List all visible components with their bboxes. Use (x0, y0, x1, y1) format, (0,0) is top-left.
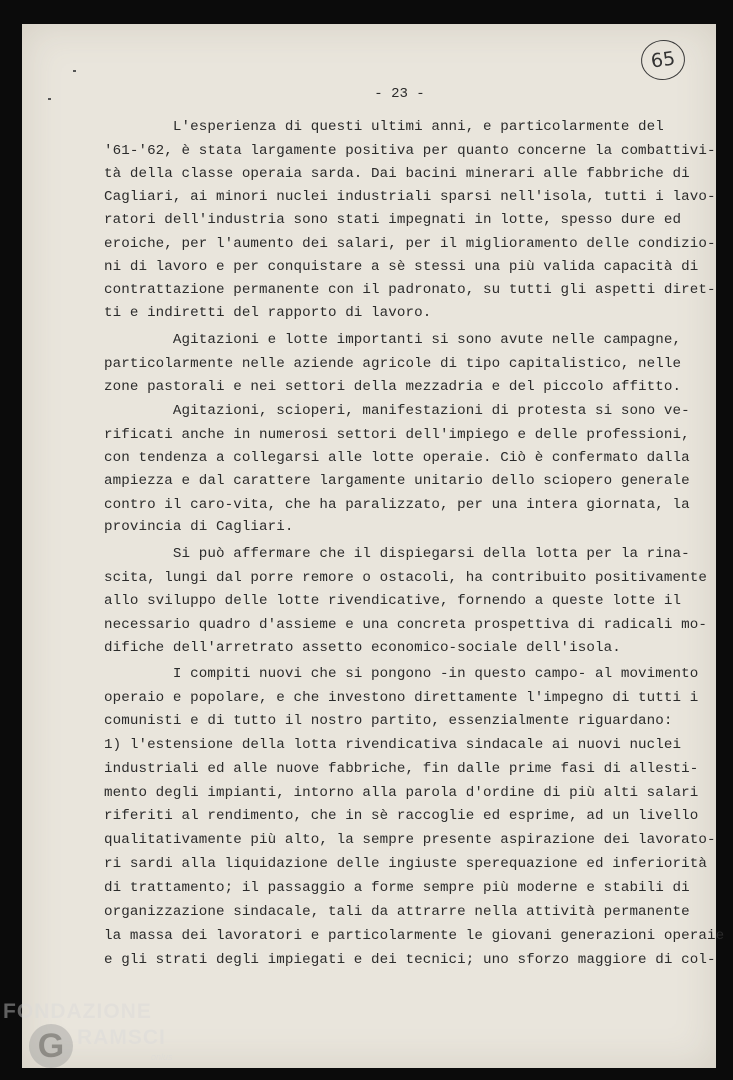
text-line: contrattazione permanente con il padronato, su tutti gli aspetti diret- (104, 282, 716, 298)
text-line: Cagliari, ai minori nuclei industriali sparsi nell'isola, tutti i lavo- (104, 189, 716, 205)
text-line: provincia di Cagliari. (104, 519, 294, 535)
text-line: qualitativamente più alto, la sempre presente aspirazione dei lavorato- (104, 832, 716, 848)
text-line: contro il caro-vita, che ha paralizzato, per una intera giornata, la (104, 497, 690, 513)
watermark-suffix: onlus (151, 1052, 173, 1062)
text-line: ratori dell'industria sono stati impegnati in lotte, spesso dure ed (104, 212, 682, 228)
text-line: 1) l'estensione della lotta rivendicativa sindacale ai nuovi nuclei (104, 737, 682, 753)
text-line: rificati anche in numerosi settori dell'impiego e delle professioni, (104, 427, 690, 443)
text-line: ti e indiretti del rapporto di lavoro. (104, 305, 432, 321)
text-line: ri sardi alla liquidazione delle ingiuste sperequazione ed inferiorità (104, 856, 707, 872)
text-line: organizzazione sindacale, tali da attrarre nella attività permanente (104, 904, 690, 920)
text-line: eroiche, per l'aumento dei salari, per il miglioramento delle condizio- (104, 236, 716, 252)
text-line: allo sviluppo delle lotte rivendicative, fornendo a queste lotte il (104, 593, 682, 609)
text-line: Agitazioni e lotte importanti si sono avute nelle campagne, (104, 332, 682, 348)
text-line: comunisti e di tutto il nostro partito, essenzialmente riguardano: (104, 713, 673, 729)
text-line: Si può affermare che il dispiegarsi della lotta per la rina- (104, 546, 690, 562)
page-number: - 23 - (374, 86, 425, 102)
text-line: la massa dei lavoratori e particolarmente le giovani generazioni operaie (104, 928, 725, 944)
text-line: ni di lavoro e per conquistare a sè stessi una più valida capacità di (104, 259, 699, 275)
watermark-g-mark: G (29, 1024, 73, 1068)
text-line: necessario quadro d'assieme e una concreta prospettiva di radicali mo- (104, 617, 707, 633)
text-line: con tendenza a collegarsi alle lotte operaie. Ciò è confermato dalla (104, 450, 690, 466)
text-line: industriali ed alle nuove fabbriche, fin dalle prime fasi di allesti- (104, 761, 699, 777)
text-line: '61-'62, è stata largamente positiva per quanto concerne la combattivi- (104, 143, 716, 159)
watermark-line2: RAMSCI (77, 1026, 166, 1049)
text-line: particolarmente nelle aziende agricole di tipo capitalistico, nelle (104, 356, 682, 372)
text-line: di trattamento; il passaggio a forme sempre più moderne e stabili di (104, 880, 690, 896)
text-line: L'esperienza di questi ultimi anni, e particolarmente del (104, 119, 664, 135)
text-line: Agitazioni, scioperi, manifestazioni di protesta si sono ve- (104, 403, 690, 419)
text-line: zone pastorali e nei settori della mezzadria e del piccolo affitto. (104, 379, 682, 395)
text-line: mento degli impianti, intorno alla parola d'ordine di più alti salari (104, 785, 699, 801)
folio-stamp: 65 (638, 37, 687, 83)
text-line: e gli strati degli impiegati e dei tecnici; uno sforzo maggiore di col- (104, 952, 716, 968)
text-line: operaio e popolare, e che investono direttamente l'impegno di tutti i (104, 690, 699, 706)
text-line: tà della classe operaia sarda. Dai bacini minerari alle fabbriche di (104, 166, 690, 182)
text-line: riferiti al rendimento, che in sè raccoglie ed esprime, ad un livello (104, 808, 699, 824)
watermark-line1: FONDAZIONE (3, 1000, 152, 1023)
text-line: I compiti nuovi che si pongono -in questo campo- al movimento (104, 666, 699, 682)
text-line: ampiezza e dal carattere largamente unitario dello sciopero generale (104, 473, 690, 489)
text-line: difiche dell'arretrato assetto economico-sociale dell'isola. (104, 640, 621, 656)
paper-speck (73, 70, 76, 72)
text-line: scita, lungi dal porre remore o ostacoli, ha contribuito positivamente (104, 570, 707, 586)
